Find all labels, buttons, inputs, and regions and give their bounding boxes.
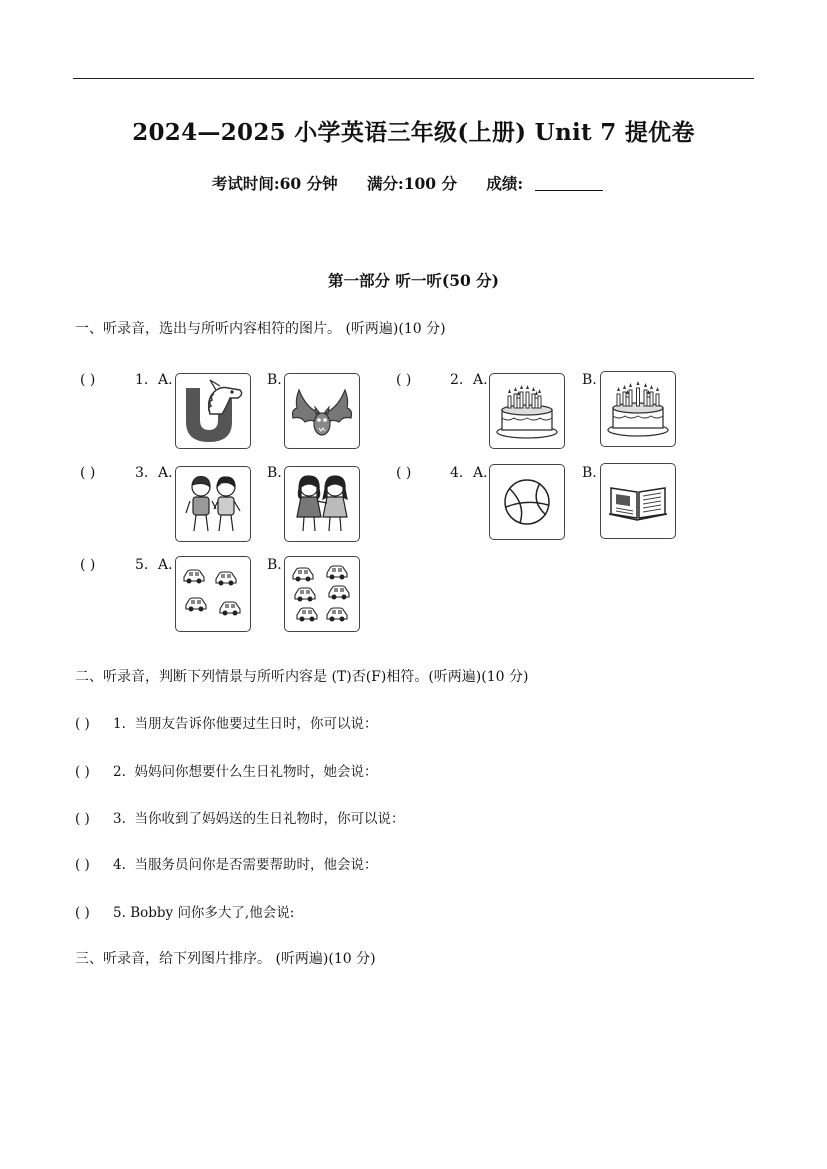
grade-field xyxy=(486,174,615,193)
option-label: B. xyxy=(267,557,282,573)
option-label: B. xyxy=(582,372,597,388)
answer-paren[interactable]: ( ) xyxy=(75,811,90,827)
item-number: 3. xyxy=(113,811,126,827)
answer-paren[interactable]: ( ) xyxy=(75,716,90,732)
answer-paren[interactable]: ( ) xyxy=(75,905,90,921)
item-text: 当你收到了妈妈送的生日礼物时，你可以说： xyxy=(134,811,405,827)
item-number: 4. xyxy=(113,857,126,873)
cake-eight-candles-icon[interactable] xyxy=(489,373,565,449)
question-number: 2. xyxy=(450,372,464,388)
exam-meta xyxy=(0,172,827,194)
grade-label: 成绩: xyxy=(486,174,524,193)
four-cars-icon[interactable] xyxy=(175,556,251,632)
boy-and-girl-icon[interactable] xyxy=(175,466,251,542)
top-rule xyxy=(73,78,754,79)
answer-paren[interactable]: ( ) xyxy=(80,372,96,388)
option-label: B. xyxy=(582,465,597,481)
tf-item xyxy=(75,853,377,873)
option-label: A. xyxy=(158,557,173,573)
ball-icon[interactable] xyxy=(489,464,565,540)
bat-icon[interactable] xyxy=(284,373,360,449)
item-text: 妈妈问你想要什么生日礼物时，她会说： xyxy=(134,764,378,780)
item-number: 1. xyxy=(113,716,126,732)
question-number: 5. xyxy=(135,557,149,573)
option-label: A. xyxy=(158,372,173,388)
section3-heading: 三、听录音，给下列图片排序。 (听两遍)(10 分) xyxy=(75,951,376,967)
item-text: 当服务员问你是否需要帮助时，他会说： xyxy=(134,857,378,873)
question-number: 3. xyxy=(135,465,149,481)
item-text: 当朋友告诉你他要过生日时，你可以说： xyxy=(134,716,378,732)
section2-heading: 二、听录音，判断下列情景与所听内容是 (T)否(F)相符。(听两遍)(10 分) xyxy=(75,669,529,685)
two-girls-icon[interactable] xyxy=(284,466,360,542)
grade-blank[interactable] xyxy=(535,176,603,191)
six-cars-icon[interactable] xyxy=(284,556,360,632)
option-label: A. xyxy=(473,465,488,481)
item-number: 2. xyxy=(113,764,126,780)
answer-paren[interactable]: ( ) xyxy=(75,764,90,780)
cake-nine-candles-icon[interactable] xyxy=(600,371,676,447)
tf-item xyxy=(75,712,377,732)
question-number: 4. xyxy=(450,465,464,481)
option-label: B. xyxy=(267,372,282,388)
question-number: 1. xyxy=(135,372,149,388)
page-title: 2024—2025 小学英语三年级(上册) Unit 7 提优卷 xyxy=(132,119,695,146)
full-score: 满分:100 分 xyxy=(366,174,457,193)
answer-paren[interactable]: ( ) xyxy=(75,857,90,873)
book-icon[interactable] xyxy=(600,463,676,539)
item-text: Bobby 问你多大了,他会说: xyxy=(130,905,295,921)
letter-u-unicorn-icon[interactable] xyxy=(175,373,251,449)
tf-item xyxy=(75,901,294,921)
tf-item xyxy=(75,807,404,827)
option-label: A. xyxy=(473,372,488,388)
exam-time: 考试时间:60 分钟 xyxy=(211,174,338,193)
option-label: B. xyxy=(267,465,282,481)
answer-paren[interactable]: ( ) xyxy=(396,465,412,481)
part1-title: 第一部分 听一听(50 分) xyxy=(327,271,500,290)
tf-item xyxy=(75,760,377,780)
answer-paren[interactable]: ( ) xyxy=(80,465,96,481)
section1-heading: 一、听录音，选出与所听内容相符的图片。 (听两遍)(10 分) xyxy=(75,321,446,337)
option-label: A. xyxy=(158,465,173,481)
answer-paren[interactable]: ( ) xyxy=(396,372,412,388)
answer-paren[interactable]: ( ) xyxy=(80,557,96,573)
item-number: 5. xyxy=(113,905,126,921)
